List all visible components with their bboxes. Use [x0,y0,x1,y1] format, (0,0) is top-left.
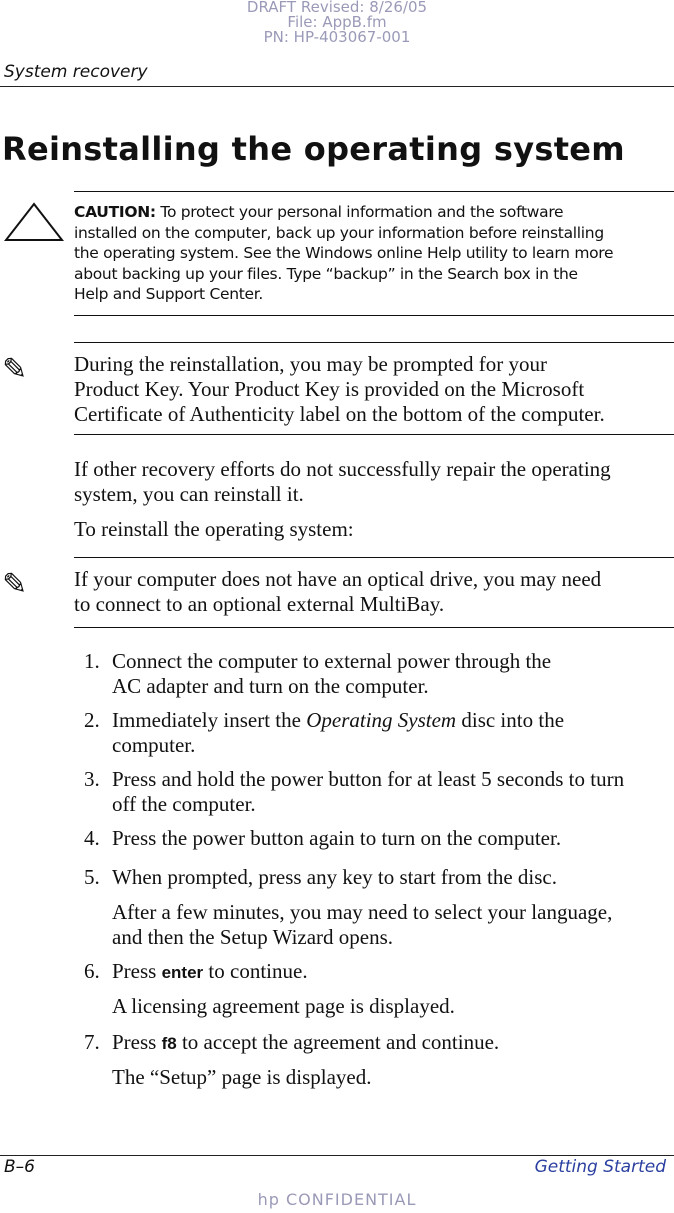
step-number: 7. [84,1030,100,1054]
f8-key: f8 [161,1034,177,1053]
step-6-result: A licensing agreement page is displayed. [112,994,455,1018]
pencil-note-icon: ✎ [2,567,28,602]
step-2-emphasis: Operating System [306,708,457,732]
note1-line-1: During the reinstallation, you may be prompted for your [74,352,547,376]
step-2-post: disc into the [456,708,565,732]
intro-paragraph [74,457,672,507]
caution-text [74,202,674,305]
caution-line-5: Help and Support Center. [74,285,264,303]
step-number: 4. [84,826,100,850]
step-number: 5. [84,865,100,889]
note2-bottom-rule [74,627,674,628]
step-number: 6. [84,959,100,983]
step-5-result [112,900,672,950]
draft-part-number: PN: HP-403067-001 [263,28,411,46]
step-6 [84,959,672,984]
note2-text [74,567,672,617]
page-number: B–6 [4,1157,35,1177]
caution-label: CAUTION: [74,203,156,221]
intro-lead: To reinstall the operating system: [74,517,354,541]
step-7-result: The “Setup” page is displayed. [112,1065,372,1089]
step-7 [84,1030,672,1055]
running-head: System recovery [4,62,148,82]
step-5-result-line-2: and then the Setup Wizard opens. [112,925,394,949]
intro-line-2: system, you can reinstall it. [74,482,304,506]
step-1-line-1: Connect the computer to external power through the [112,649,552,673]
step-7-post: to accept the agreement and continue. [176,1030,500,1054]
caution-line-2: installed on the computer, back up your information before reinstalling [74,223,604,242]
step-number: 2. [84,708,100,732]
step-number: 1. [84,649,100,673]
note1-bottom-rule [74,434,674,435]
note1-text [74,352,672,427]
caution-line-3: the operating system. See the Windows online Help utility to learn more [74,244,614,262]
book-title: Getting Started [534,1157,666,1177]
pencil-note-icon: ✎ [2,352,28,387]
note1-line-3: Certificate of Authenticity label on the bottom of the computer. [74,402,605,426]
caution-triangle-icon [4,202,64,242]
step-7-pre: Press [112,1030,162,1054]
step-number: 3. [84,767,100,791]
intro-line-1: If other recovery efforts do not successfully repair the operating [74,457,611,481]
footer-rule [0,1155,674,1156]
note2-line-1: If your computer does not have an optical drive, you may need [74,567,602,591]
step-5-result-line-1: After a few minutes, you may need to select your language, [112,900,613,924]
step-3-line-2: off the computer. [112,792,256,816]
caution-line-4: about backing up your files. Type “backup” in the Search box in the [74,264,578,283]
note1-top-rule [74,342,674,343]
confidential-stamp: hp CONFIDENTIAL [257,1190,417,1209]
note2-top-rule [74,557,674,558]
draft-file: File: AppB.fm [287,13,387,31]
step-2-line-2: computer. [112,733,196,757]
note2-line-2: to connect to an optional external MultiBay. [74,592,445,616]
step-6-post: to continue. [203,959,308,983]
step-1 [84,649,672,698]
step-2-pre: Immediately insert the [112,708,307,732]
step-3-line-1: Press and hold the power button for at least 5 seconds to turn [112,767,625,791]
step-2 [84,708,672,757]
step-6-pre: Press [112,959,162,983]
step-1-line-2: AC adapter and turn on the computer. [112,674,429,698]
caution-bottom-rule [74,315,674,316]
step-4-line-1: Press the power button again to turn on the computer. [112,826,562,850]
header-rule [0,86,674,87]
draft-stamp [0,0,674,45]
step-3 [84,767,672,816]
page-title: Reinstalling the operating system [2,130,625,168]
caution-top-rule [74,191,674,192]
note1-line-2: Product Key. Your Product Key is provided on the Microsoft [74,377,585,401]
step-5-line-1: When prompted, press any key to start from the disc. [112,865,557,889]
step-5 [84,865,672,890]
step-4 [84,826,672,851]
caution-line-1: To protect your personal information and the software [155,203,564,221]
draft-revised: DRAFT Revised: 8/26/05 [246,0,428,16]
enter-key: enter [161,963,204,982]
